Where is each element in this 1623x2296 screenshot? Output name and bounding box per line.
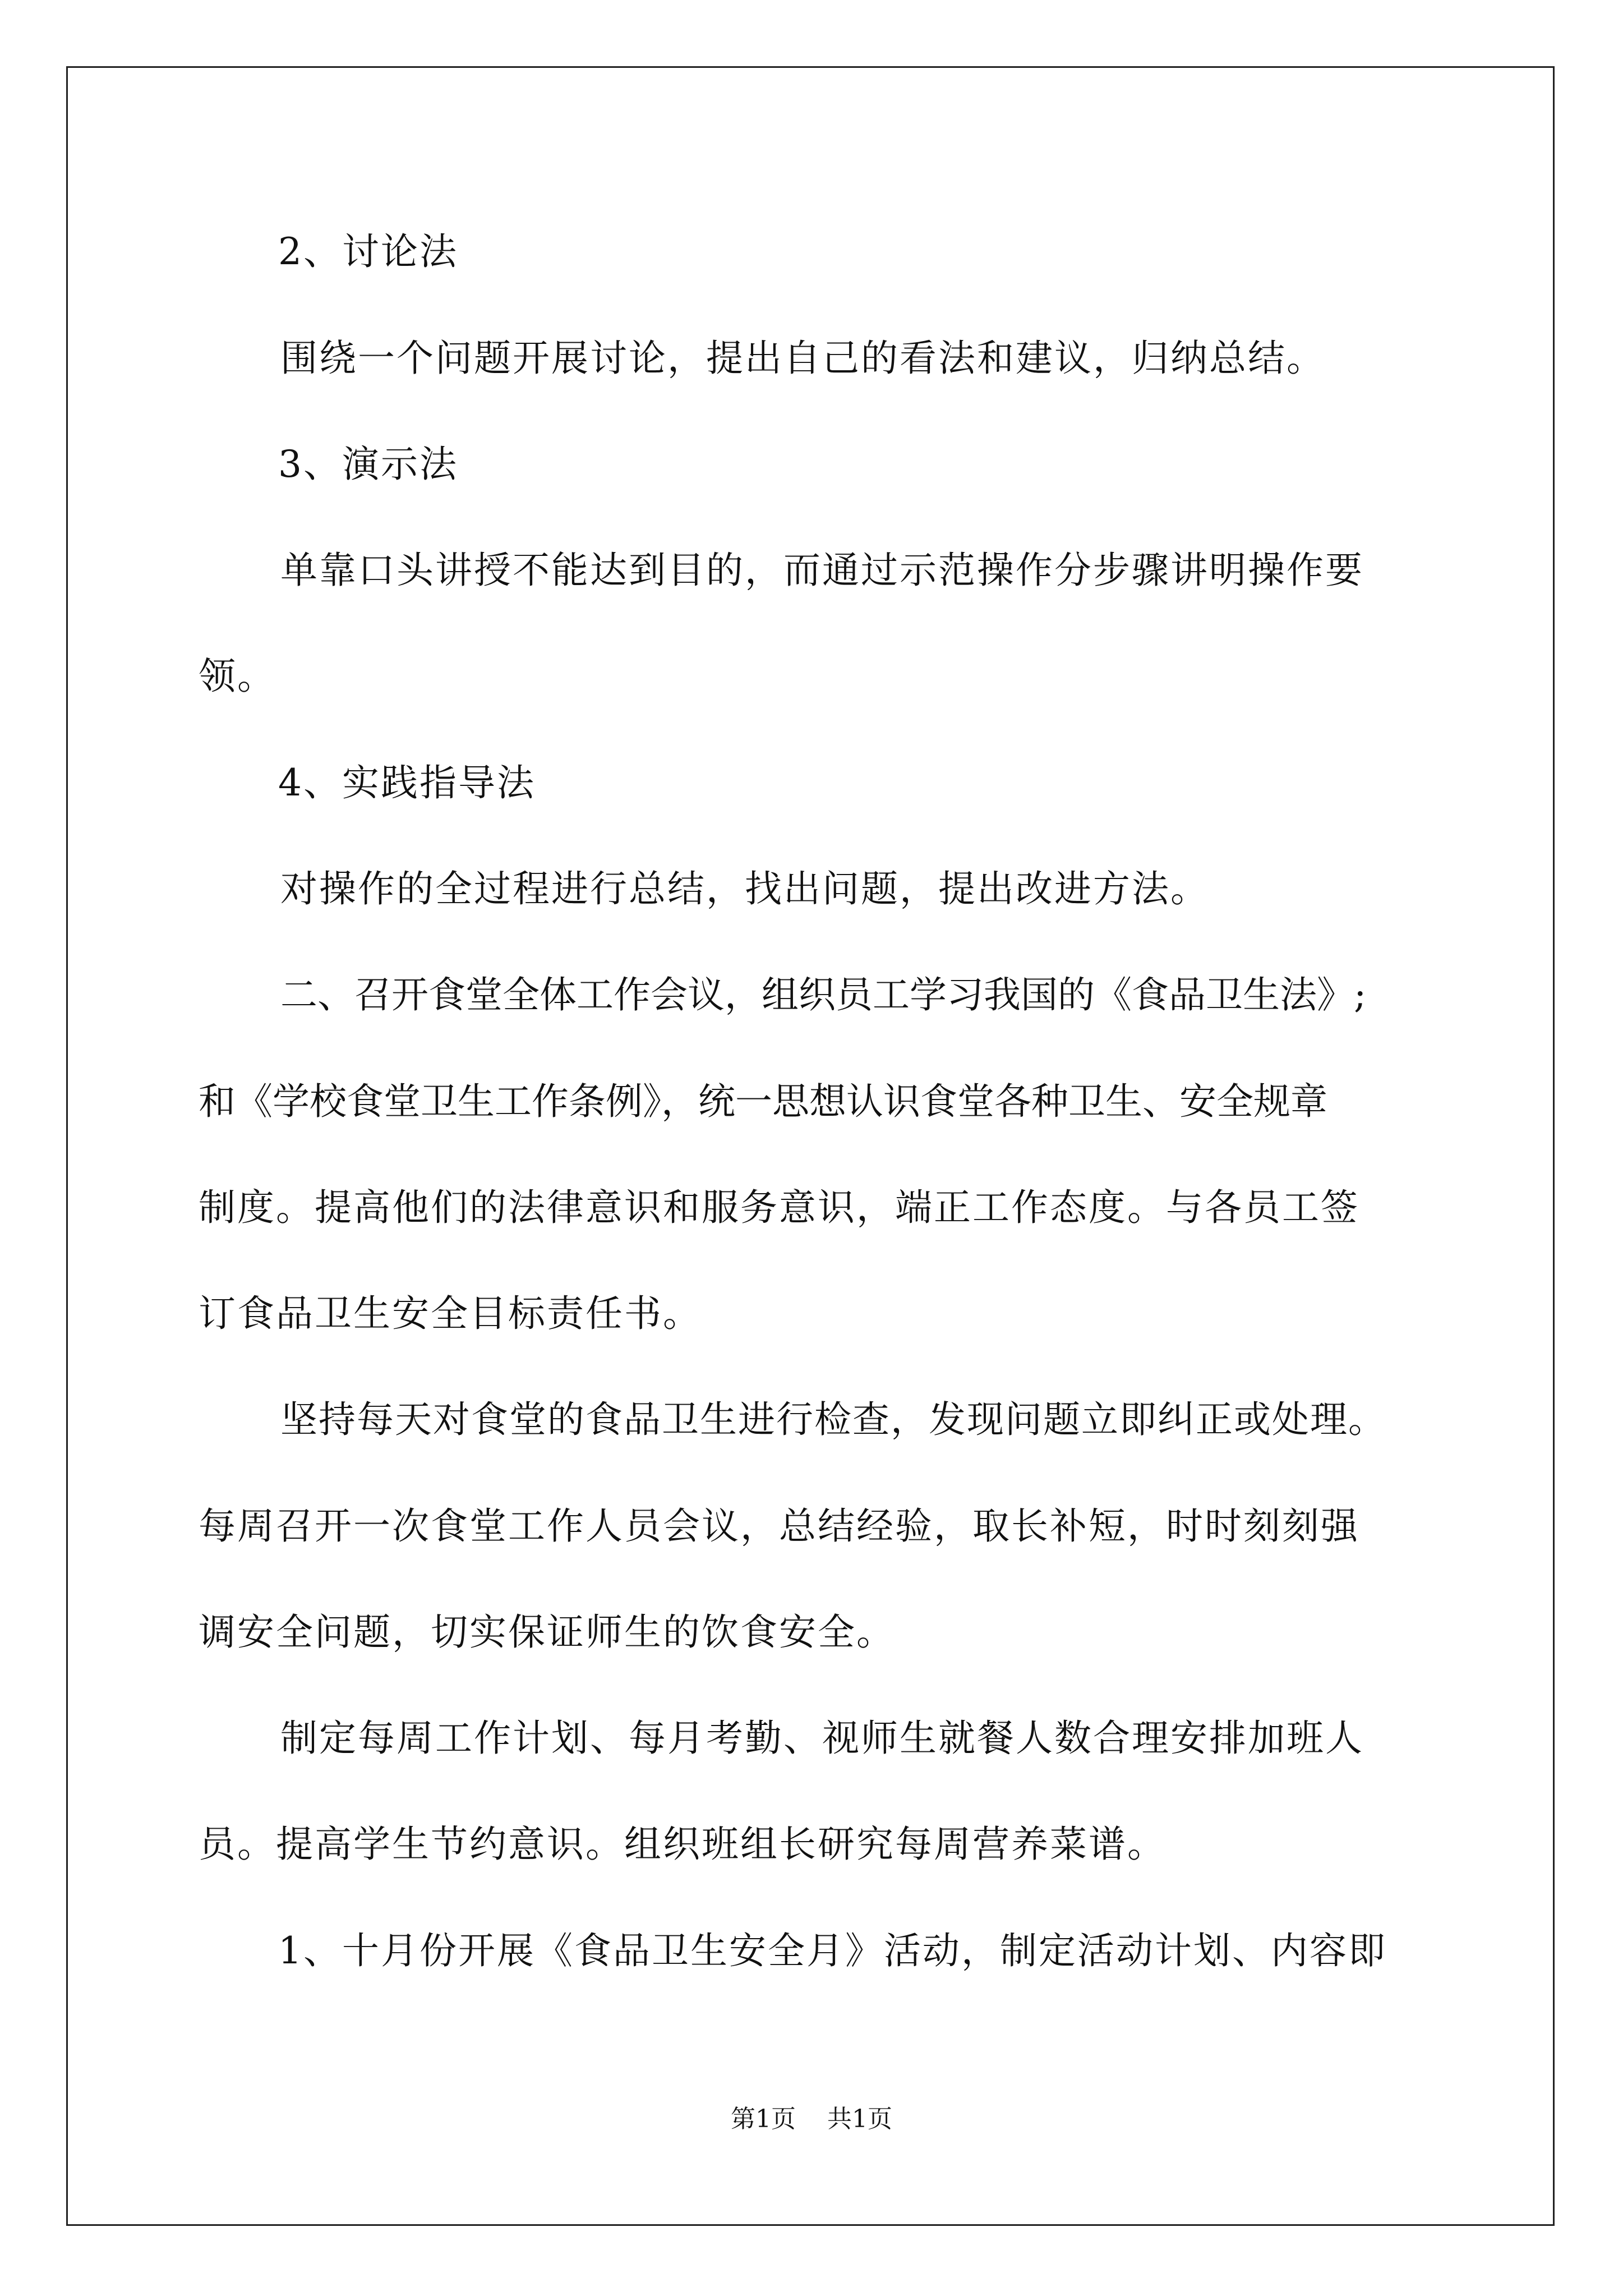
text-line: 制度。提高他们的法律意识和服务意识，端正工作态度。与各员工签	[199, 1186, 1359, 1229]
text-line: 员。提高学生节约意识。组织班组长研究每周营养菜谱。	[199, 1823, 1166, 1866]
page-border	[66, 66, 1555, 2226]
text-line: 每周召开一次食堂工作人员会议，总结经验，取长补短，时时刻刻强	[199, 1504, 1359, 1548]
text-line: 单靠口头讲授不能达到目的，而通过示范操作分步骤讲明操作要	[280, 549, 1364, 592]
text-line: 制定每周工作计划、每月考勤、视师生就餐人数合理安排加班人	[280, 1717, 1364, 1760]
text-line: 领。	[199, 655, 276, 698]
text-line: 3、演示法	[278, 443, 458, 486]
page-number: 第1页	[731, 2105, 796, 2133]
text-line: 对操作的全过程进行总结，找出问题，提出改进方法。	[280, 867, 1209, 910]
text-line: 二、召开食堂全体工作会议，组织员工学习我国的《食品卫生法》;	[280, 973, 1367, 1016]
text-line: 和《学校食堂卫生工作条例》，统一思想认识食堂各种卫生、安全规章	[199, 1080, 1327, 1123]
text-line: 订食品卫生安全目标责任书。	[199, 1292, 702, 1335]
page-total: 共1页	[827, 2105, 892, 2133]
text-line: 2、讨论法	[278, 230, 458, 273]
text-line: 围绕一个问题开展讨论，提出自己的看法和建议，归纳总结。	[280, 337, 1325, 380]
text-line: 1、十月份开展《食品卫生安全月》活动，制定活动计划、内容即	[278, 1929, 1387, 1972]
text-line: 调安全问题，切实保证师生的饮食安全。	[199, 1611, 895, 1654]
page-footer	[0, 2102, 1623, 2136]
text-line: 4、实践指导法	[278, 761, 536, 804]
text-line: 坚持每天对食堂的食品卫生进行检查，发现问题立即纠正或处理。	[280, 1398, 1386, 1441]
